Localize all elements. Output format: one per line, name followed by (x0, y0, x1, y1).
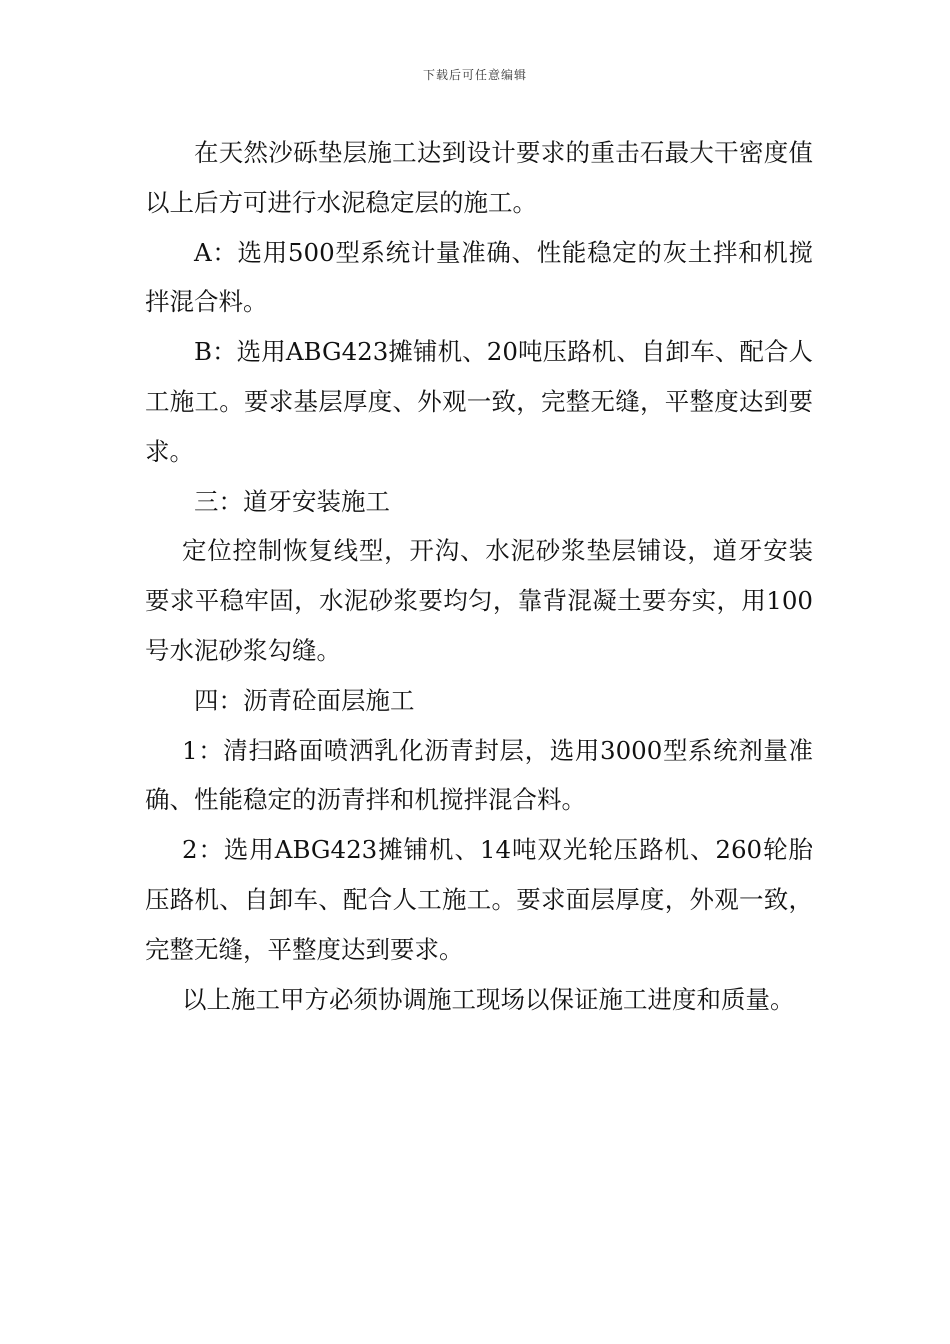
paragraph-item-1: 1：清扫路面喷洒乳化沥青封层，选用3000型系统剂量准确、性能稳定的沥青拌和机搅拌混合料。 (145, 735, 813, 815)
section-heading-asphalt-surface: 四：沥青砼面层施工 (194, 685, 415, 715)
header-note: 下载后可任意编辑 (422, 68, 527, 82)
paragraph-sand-gravel-cushion: 在天然沙砾垫层施工达到设计要求的重击石最大干密度值以上后方可进行水泥稳定层的施工。 (145, 138, 813, 217)
paragraph-item-a: A：选用500型系统计量准确、性能稳定的灰土拌和机搅拌混合料。 (145, 237, 813, 317)
paragraph-item-b: B：选用ABG423摊铺机、20吨压路机、自卸车、配合人工施工。要求基层厚度、外观一致，完整无缝，平整度达到要求。 (145, 337, 813, 466)
paragraph-closing-note: 以上施工甲方必须协调施工现场以保证施工进度和质量。 (182, 984, 795, 1014)
section-heading-curb-installation: 三：道牙安装施工 (194, 486, 390, 516)
paragraph-item-2: 2：选用ABG423摊铺机、14吨双光轮压路机、260轮胎压路机、自卸车、配合人工施工。要求面层厚度，外观一致，完整无缝，平整度达到要求。 (145, 835, 813, 964)
document-body (145, 128, 813, 1024)
paragraph-curb-installation: 定位控制恢复线型，开沟、水泥砂浆垫层铺设，道牙安装要求平稳牢固，水泥砂浆要均匀，靠背混凝土要夯实，用100号水泥砂浆勾缝。 (145, 536, 813, 665)
